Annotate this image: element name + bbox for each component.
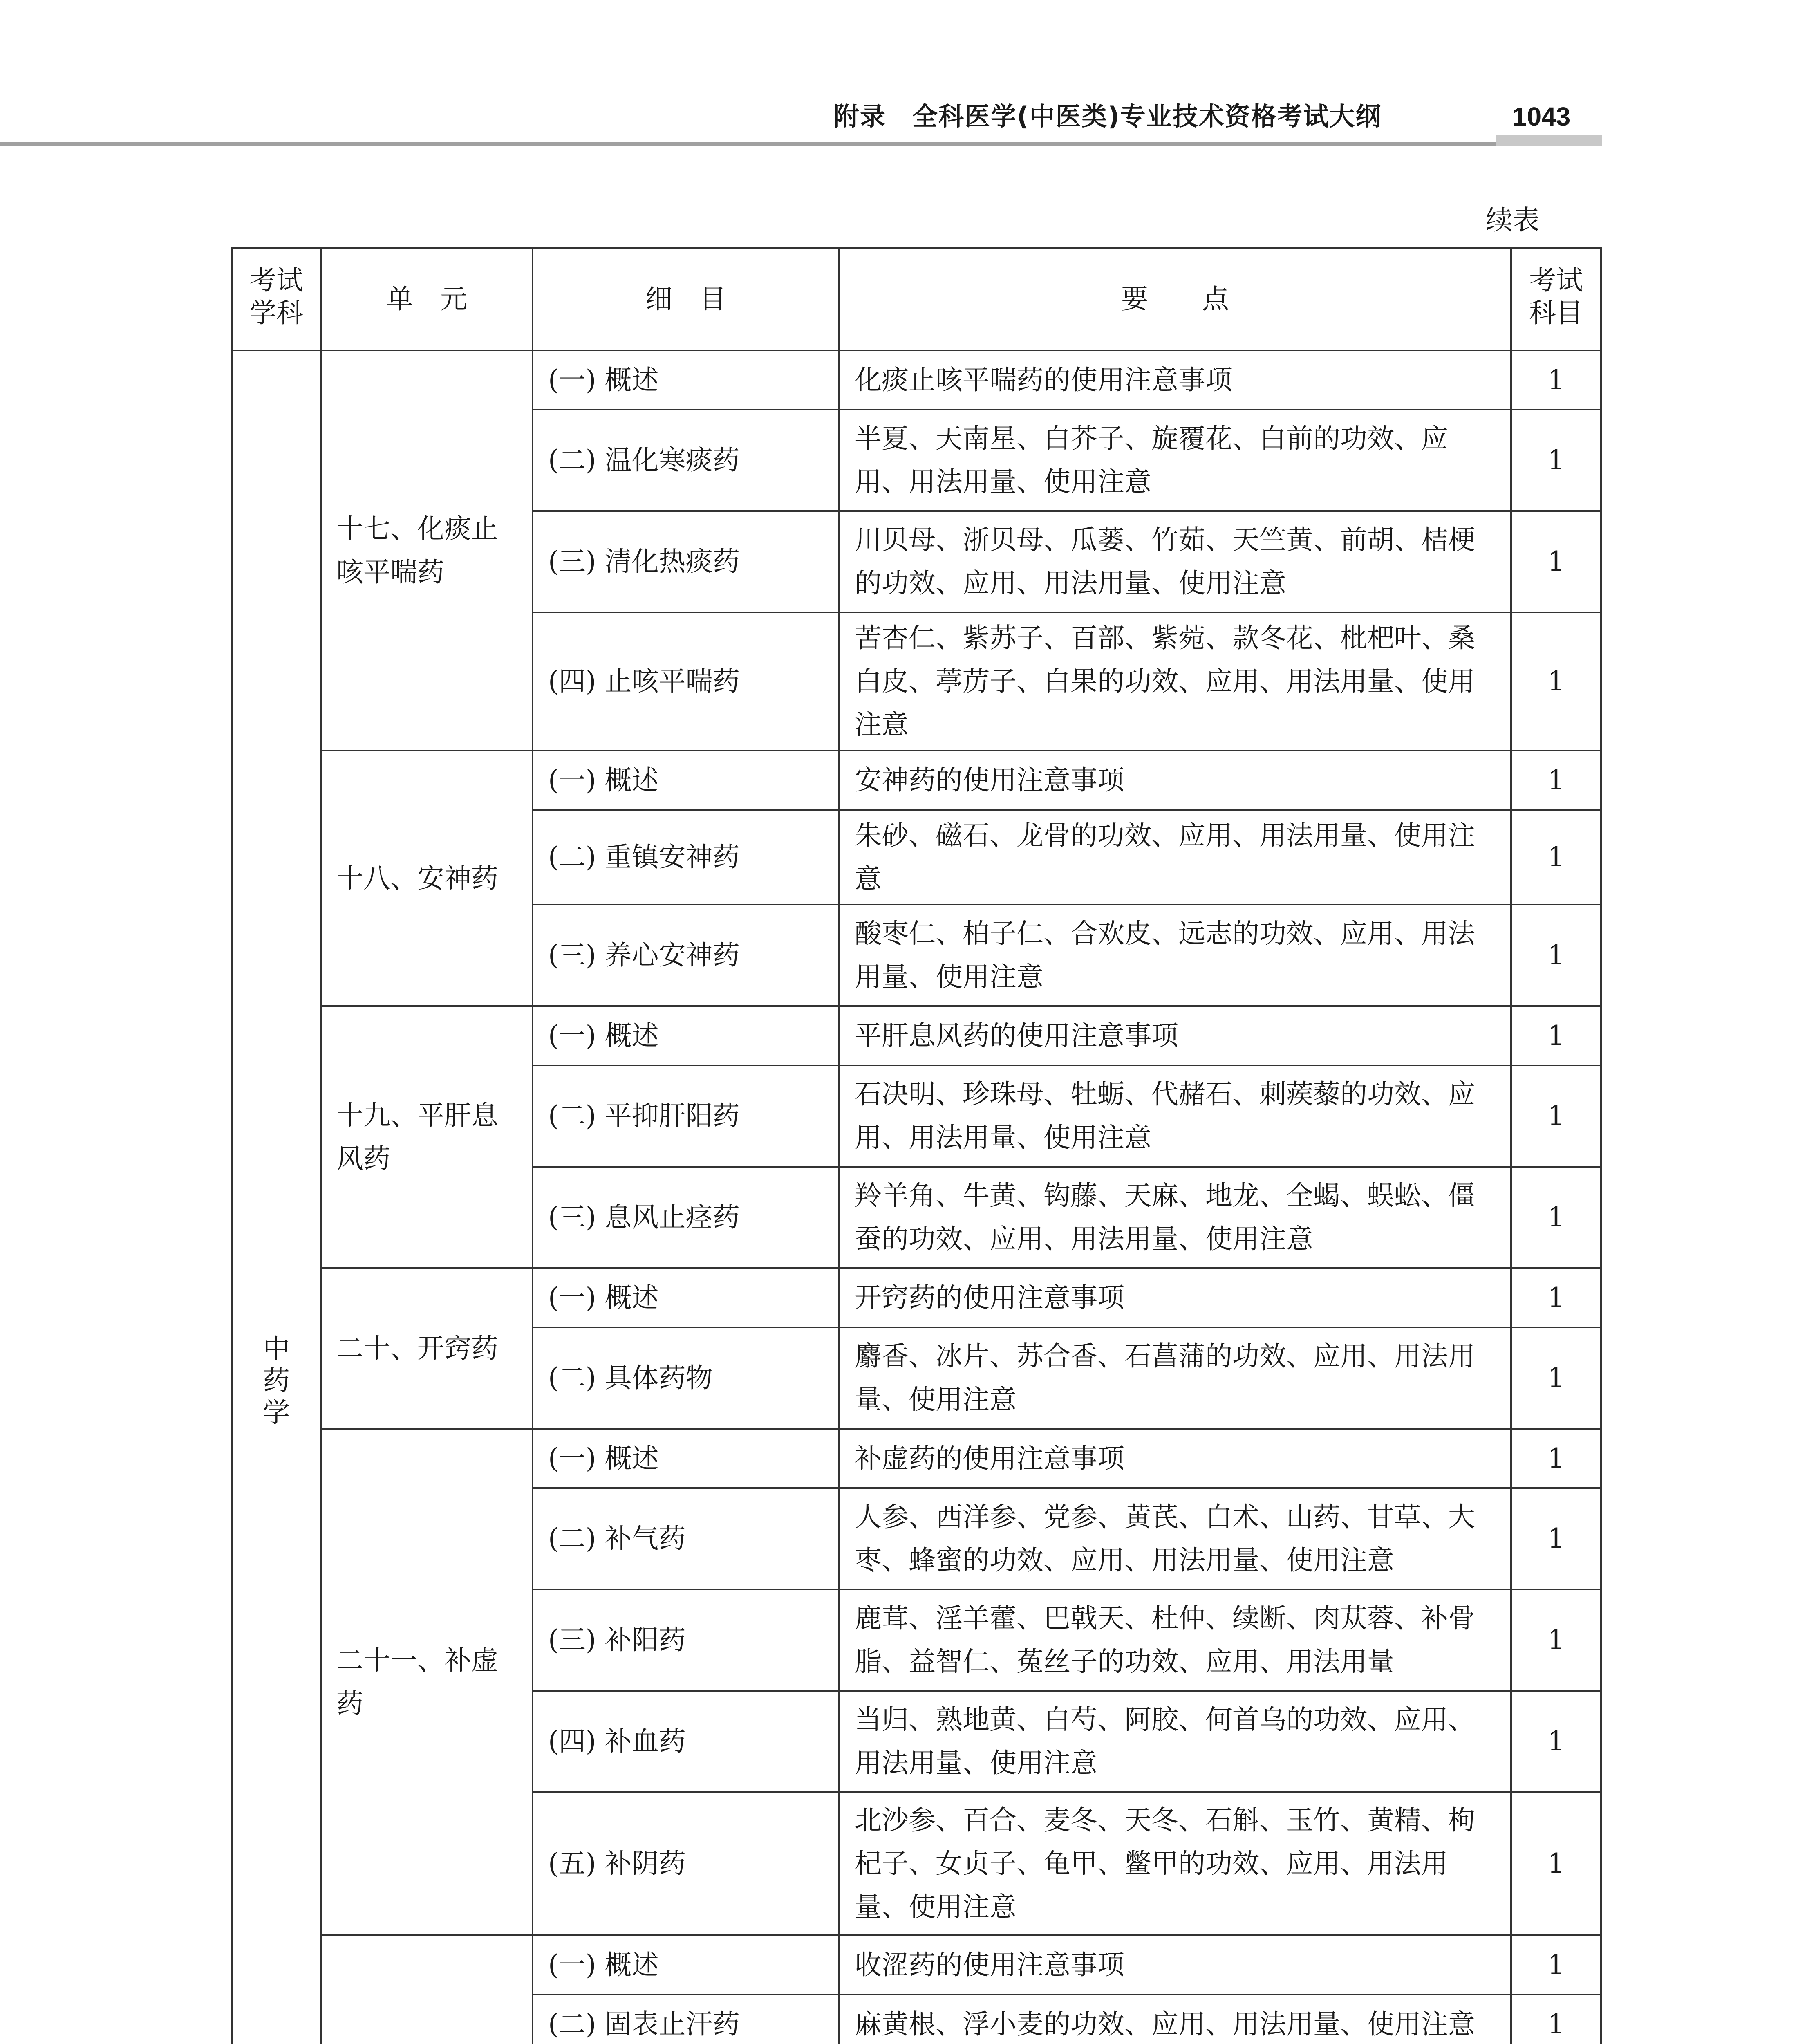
subject-cell: 中药学 [232, 350, 321, 2044]
points-cell: 半夏、天南星、白芥子、旋覆花、白前的功效、应用、用法用量、使用注意 [839, 410, 1511, 511]
header-points: 要 点 [839, 248, 1511, 350]
level-cell: 1 [1511, 1691, 1601, 1792]
unit-cell: 二十、开窍药 [321, 1268, 533, 1429]
page-number: 1043 [1512, 102, 1571, 131]
table-row [232, 1268, 1601, 1327]
unit-cell: 十九、平肝息风药 [321, 1006, 533, 1268]
item-cell: (四) 补血药 [533, 1691, 839, 1792]
table-row [232, 1429, 1601, 1488]
points-cell: 羚羊角、牛黄、钩藤、天麻、地龙、全蝎、蜈蚣、僵蚕的功效、应用、用法用量、使用注意 [839, 1167, 1511, 1268]
level-cell: 1 [1511, 1488, 1601, 1589]
points-cell: 石决明、珍珠母、牡蛎、代赭石、刺蒺藜的功效、应用、用法用量、使用注意 [839, 1065, 1511, 1167]
points-cell: 人参、西洋参、党参、黄芪、白术、山药、甘草、大枣、蜂蜜的功效、应用、用法用量、使用注意 [839, 1488, 1511, 1589]
item-cell: (四) 止咳平喘药 [533, 612, 839, 751]
item-cell: (二) 固表止汗药 [533, 1995, 839, 2044]
item-cell: (一) 概述 [533, 1935, 839, 1995]
item-cell: (二) 具体药物 [533, 1327, 839, 1429]
level-cell: 1 [1511, 810, 1601, 905]
item-cell: (二) 补气药 [533, 1488, 839, 1589]
item-cell: (五) 补阴药 [533, 1792, 839, 1935]
points-cell: 安神药的使用注意事项 [839, 751, 1511, 810]
points-cell: 当归、熟地黄、白芍、阿胶、何首乌的功效、应用、用法用量、使用注意 [839, 1691, 1511, 1792]
points-cell: 收涩药的使用注意事项 [839, 1935, 1511, 1995]
page-header [0, 94, 1798, 151]
level-cell: 1 [1511, 350, 1601, 410]
syllabus-table [231, 247, 1602, 2044]
unit-cell [321, 1935, 533, 2044]
points-cell: 朱砂、磁石、龙骨的功效、应用、用法用量、使用注意 [839, 810, 1511, 905]
unit-cell: 二十一、补虚药 [321, 1429, 533, 1935]
points-cell: 川贝母、浙贝母、瓜蒌、竹茹、天竺黄、前胡、桔梗的功效、应用、用法用量、使用注意 [839, 511, 1511, 612]
continued-label: 续表 [1486, 204, 1540, 236]
item-cell: (二) 重镇安神药 [533, 810, 839, 905]
level-cell: 1 [1511, 1792, 1601, 1935]
item-cell: (三) 养心安神药 [533, 905, 839, 1006]
points-cell: 酸枣仁、柏子仁、合欢皮、远志的功效、应用、用法用量、使用注意 [839, 905, 1511, 1006]
level-cell: 1 [1511, 1327, 1601, 1429]
points-cell: 苦杏仁、紫苏子、百部、紫菀、款冬花、枇杷叶、桑白皮、葶苈子、白果的功效、应用、用法用量、使用注意 [839, 612, 1511, 751]
item-cell: (二) 平抑肝阳药 [533, 1065, 839, 1167]
table-row [232, 751, 1601, 810]
level-cell: 1 [1511, 1589, 1601, 1691]
item-cell: (一) 概述 [533, 751, 839, 810]
level-cell: 1 [1511, 410, 1601, 511]
points-cell: 平肝息风药的使用注意事项 [839, 1006, 1511, 1065]
level-cell: 1 [1511, 1065, 1601, 1167]
header-level: 考试科目 [1511, 248, 1601, 350]
header-rule-accent [1496, 135, 1602, 146]
level-cell: 1 [1511, 751, 1601, 810]
level-cell: 1 [1511, 511, 1601, 612]
level-cell: 1 [1511, 1429, 1601, 1488]
level-cell: 1 [1511, 1935, 1601, 1995]
table-row [232, 1006, 1601, 1065]
item-cell: (三) 息风止痉药 [533, 1167, 839, 1268]
page-header-title: 附录 全科医学(中医类)专业技术资格考试大纲 [834, 101, 1382, 131]
item-cell: (二) 温化寒痰药 [533, 410, 839, 511]
level-cell: 1 [1511, 1167, 1601, 1268]
points-cell: 麝香、冰片、苏合香、石菖蒲的功效、应用、用法用量、使用注意 [839, 1327, 1511, 1429]
level-cell: 1 [1511, 905, 1601, 1006]
item-cell: (一) 概述 [533, 1268, 839, 1327]
header-rule [0, 142, 1602, 146]
points-cell: 北沙参、百合、麦冬、天冬、石斛、玉竹、黄精、枸杞子、女贞子、龟甲、鳖甲的功效、应用、用法用量、使用注意 [839, 1792, 1511, 1935]
points-cell: 化痰止咳平喘药的使用注意事项 [839, 350, 1511, 410]
item-cell: (三) 清化热痰药 [533, 511, 839, 612]
level-cell: 1 [1511, 612, 1601, 751]
item-cell: (三) 补阳药 [533, 1589, 839, 1691]
level-cell: 1 [1511, 1268, 1601, 1327]
header-unit: 单 元 [321, 248, 533, 350]
unit-cell: 十八、安神药 [321, 751, 533, 1006]
item-cell: (一) 概述 [533, 350, 839, 410]
points-cell: 开窍药的使用注意事项 [839, 1268, 1511, 1327]
level-cell: 1 [1511, 1995, 1601, 2044]
points-cell: 补虚药的使用注意事项 [839, 1429, 1511, 1488]
table-header-row [232, 248, 1601, 350]
points-cell: 麻黄根、浮小麦的功效、应用、用法用量、使用注意 [839, 1995, 1511, 2044]
item-cell: (一) 概述 [533, 1006, 839, 1065]
unit-cell: 十七、化痰止咳平喘药 [321, 350, 533, 751]
item-cell: (一) 概述 [533, 1429, 839, 1488]
table-row [232, 1935, 1601, 1995]
header-item: 细 目 [533, 248, 839, 350]
level-cell: 1 [1511, 1006, 1601, 1065]
points-cell: 鹿茸、淫羊藿、巴戟天、杜仲、续断、肉苁蓉、补骨脂、益智仁、菟丝子的功效、应用、用法用量 [839, 1589, 1511, 1691]
table-row [232, 350, 1601, 410]
header-subject: 考试学科 [232, 248, 321, 350]
syllabus-table-body [232, 248, 1601, 2044]
